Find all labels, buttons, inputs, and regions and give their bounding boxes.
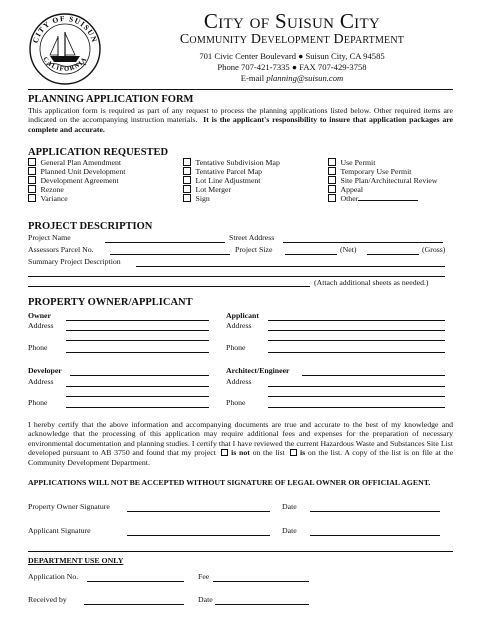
application-number-label: Application No. <box>28 572 79 581</box>
owner-label: Owner <box>28 311 51 320</box>
checkbox-is-on-list[interactable]: is <box>288 448 306 457</box>
checkbox-appeal[interactable]: Appeal <box>328 185 438 194</box>
certification-text: I hereby certify that the above information and accompanying documents are true and accurate to the best of my knowledge and acknowledge that the processing of this application may require additional fees and expenses for the preparation of necessary environmental documentation and planning studies. I certify that I have reviewed the current Hazardous Waste and Substances Site List developed pursuant to AB 3750 and found that my project is not on the list is on the list. A copy of the list is on file at the Community Development Department. <box>28 420 454 467</box>
checkbox-tentative-parcel-map[interactable]: Tentative Parcel Map <box>183 167 280 176</box>
received-date-field[interactable] <box>215 604 309 605</box>
owner-field[interactable] <box>66 320 209 321</box>
summary-label: Summary Project Description <box>28 257 121 266</box>
architect-field[interactable] <box>302 375 445 376</box>
department-email: E-mail planning@suisun.com <box>240 73 344 83</box>
owner-signature-field[interactable] <box>127 511 270 512</box>
fee-label: Fee <box>198 572 210 581</box>
applicant-label: Applicant <box>226 311 259 320</box>
owner-address-field-2[interactable] <box>66 340 209 341</box>
owner-phone-field[interactable] <box>66 352 209 353</box>
form-intro: This application form is required as part of any request to process the planning applications listed below. Other required items are indicated on the accompanying instruction materials. It is the applicant's responsibility to insure that application packages are complete and accurate. <box>28 106 453 134</box>
svg-text:CALIFORNIA: CALIFORNIA <box>41 55 89 74</box>
developer-phone-label: Phone <box>28 398 48 407</box>
applicant-field[interactable] <box>268 320 445 321</box>
department-address: 701 Civic Center Boulevard ● Suisun City, CA 94585 <box>199 51 385 61</box>
architect-phone-field[interactable] <box>268 407 445 408</box>
checkbox-other[interactable]: Other <box>328 194 438 203</box>
applicant-signature-label: Applicant Signature <box>28 526 91 535</box>
city-seal-logo <box>28 12 102 86</box>
svg-text:CITY OF SUISUN: CITY OF SUISUN <box>30 13 100 45</box>
form-title: PLANNING APPLICATION FORM <box>28 94 194 105</box>
applicant-phone-field[interactable] <box>268 352 445 353</box>
checkbox-tentative-subdivision-map[interactable]: Tentative Subdivision Map <box>183 158 280 167</box>
owner-signature-label: Property Owner Signature <box>28 502 110 511</box>
owner-signature-date-field[interactable] <box>310 511 440 512</box>
checkbox-site-plan-architectural-review[interactable]: Site Plan/Architectural Review <box>328 176 438 185</box>
project-size-gross-field[interactable] <box>367 254 419 255</box>
project-name-label: Project Name <box>28 233 71 242</box>
checkbox-sign[interactable]: Sign <box>183 194 280 203</box>
applicant-signature-date-field[interactable] <box>310 535 440 536</box>
owner-applicant-heading: PROPERTY OWNER/APPLICANT <box>28 297 193 308</box>
net-label: (Net) <box>340 245 357 254</box>
street-address-label: Street Address <box>229 233 275 242</box>
project-size-net-field[interactable] <box>285 254 337 255</box>
checkbox-rezone[interactable]: Rezone <box>28 185 125 194</box>
checkbox-use-permit[interactable]: Use Permit <box>328 158 438 167</box>
summary-field-line-2[interactable] <box>28 276 445 277</box>
developer-address-field-2[interactable] <box>66 396 209 397</box>
apn-label: Assessors Parcel No. <box>28 245 94 254</box>
checkbox-lot-merger[interactable]: Lot Merger <box>183 185 280 194</box>
architect-phone-label: Phone <box>226 398 246 407</box>
owner-address-field-1[interactable] <box>66 330 209 331</box>
received-by-field[interactable] <box>84 604 184 605</box>
applicant-address-field-1[interactable] <box>268 330 445 331</box>
checkbox-general-plan-amendment[interactable]: General Plan Amendment <box>28 158 125 167</box>
department-use-heading: DEPARTMENT USE ONLY <box>28 556 124 565</box>
received-date-label: Date <box>198 595 213 604</box>
checkbox-is-not-on-list[interactable]: is not on the list <box>219 448 285 457</box>
applicant-phone-label: Phone <box>226 343 246 352</box>
gross-label: (Gross) <box>422 245 446 254</box>
checkbox-variance[interactable]: Variance <box>28 194 125 203</box>
checkbox-temporary-use-permit[interactable]: Temporary Use Permit <box>328 167 438 176</box>
street-address-field[interactable] <box>283 242 443 243</box>
department-divider <box>28 551 453 552</box>
application-col-2 <box>183 158 280 203</box>
header-divider <box>28 89 453 90</box>
developer-address-label: Address <box>28 377 54 386</box>
developer-address-field-1[interactable] <box>66 386 209 387</box>
checkbox-planned-unit-development[interactable]: Planned Unit Development <box>28 167 125 176</box>
architect-address-field-1[interactable] <box>268 386 445 387</box>
summary-field-line-1[interactable] <box>136 266 445 267</box>
project-name-field[interactable] <box>105 242 225 243</box>
application-requested-heading: APPLICATION REQUESTED <box>28 147 169 158</box>
applicant-signature-field[interactable] <box>127 535 270 536</box>
developer-phone-field[interactable] <box>66 407 209 408</box>
architect-address-label: Address <box>226 377 252 386</box>
application-number-field[interactable] <box>87 581 184 582</box>
signature-warning: APPLICATIONS WILL NOT BE ACCEPTED WITHOUT SIGNATURE OF LEGAL OWNER OR OFFICIAL AGENT. <box>28 478 431 487</box>
checkbox-development-agreement[interactable]: Development Agreement <box>28 176 125 185</box>
applicant-address-label: Address <box>226 321 252 330</box>
attach-note: (Attach additional sheets as needed.) <box>314 278 429 287</box>
summary-field-line-3[interactable] <box>28 286 310 287</box>
application-col-3 <box>328 158 438 203</box>
owner-address-label: Address <box>28 321 54 330</box>
checkbox-lot-line-adjustment[interactable]: Lot Line Adjustment <box>183 176 280 185</box>
project-size-label: Project Size <box>235 245 273 254</box>
department-phone-fax: Phone 707-421-7335 ● FAX 707-429-3758 <box>217 62 367 72</box>
city-name: City of Suisun City <box>203 9 381 33</box>
project-description-heading: PROJECT DESCRIPTION <box>28 221 153 232</box>
applicant-address-field-2[interactable] <box>268 340 445 341</box>
owner-signature-date-label: Date <box>282 502 297 511</box>
owner-phone-label: Phone <box>28 343 48 352</box>
application-col-1 <box>28 158 125 203</box>
architect-label: Architect/Engineer <box>226 366 290 375</box>
received-by-label: Received by <box>28 595 67 604</box>
department-name: Community Development Department <box>179 32 405 47</box>
developer-field[interactable] <box>70 375 209 376</box>
architect-address-field-2[interactable] <box>268 396 445 397</box>
fee-field[interactable] <box>213 581 309 582</box>
apn-field[interactable] <box>110 254 230 255</box>
applicant-signature-date-label: Date <box>282 526 297 535</box>
developer-label: Developer <box>28 366 62 375</box>
